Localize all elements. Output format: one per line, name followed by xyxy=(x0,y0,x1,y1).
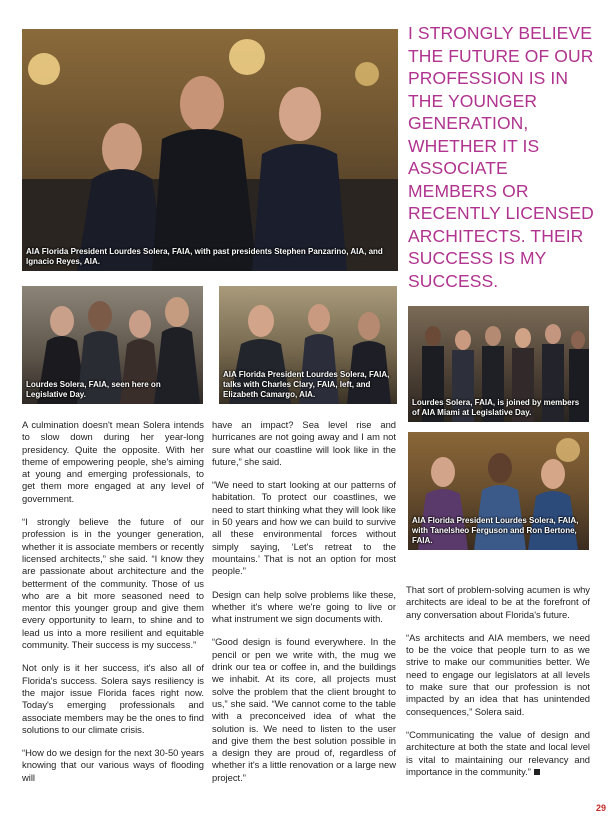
photo-aia-miami-caption: Lourdes Solera, FAIA, is joined by members of AIA Miami at Legislative Day. xyxy=(412,398,580,417)
pull-quote: I STRONGLY BELIEVE THE FUTURE OF OUR PROFESSION IS IN THE YOUNGER GENERATION, WHETHER IT IS ASSOCIATE MEMBERS OR RECENTLY LICENSED ARCHITECTS. THEIR SUCCESS IS MY SUCCESS. xyxy=(408,23,594,291)
page-number: 29 xyxy=(595,803,606,813)
article-column-3 xyxy=(406,584,590,789)
photo-legislative-day-caption: Lourdes Solera, FAIA, seen here on Legislative Day. xyxy=(26,380,161,399)
col2-paragraph: “Good design is found everywhere. In the pencil or pen we write with, the mug we drink our tea or coffee in, and the buildings we inhabit. At its core, all projects must solve the problem that the client brought to us,” she said. “We cannot come to the table with a preconceived idea of what the solution is. We need to listen to the user and give them the best solution possible in a design they are proud of, regardless of whether it's a little renovation or a large new project.” xyxy=(212,636,396,783)
photo-conversation xyxy=(219,286,397,404)
col2-paragraph: “We need to start looking at our patterns of habitation. To protect our coastlines, we need to start thinking what they will look like in 50 years and how we can build to survive all these environmental forces without simply saying, ‘Let's retreat to the mountains.’ That is not an option for most people.” xyxy=(212,479,396,577)
article-column-2 xyxy=(212,419,396,795)
photo-conversation-caption: AIA Florida President Lourdes Solera, FAIA, talks with Charles Clary, FAIA, left, and Elizabeth Camargo, AIA. xyxy=(223,370,390,399)
photo-legislative-day xyxy=(22,286,203,404)
main-photo xyxy=(22,29,398,271)
col2-paragraph: Design can help solve problems like these, whether it's where we're going to live or what instrument we sign documents with. xyxy=(212,588,396,625)
col3-paragraph: That sort of problem-solving acumen is why architects are ideal to be at the forefront of any conversation about Florida's future. xyxy=(406,584,590,620)
photo-ferguson-bertone xyxy=(408,432,589,550)
col3-paragraph-last xyxy=(406,729,590,778)
end-mark-icon xyxy=(534,769,540,775)
col2-paragraph: have an impact? Sea level rise and hurricanes are not going away and I am not sure what our coastline will look like in the future,” she said. xyxy=(212,419,396,467)
photo-aia-miami xyxy=(408,306,589,422)
col1-paragraph: “How do we design for the next 30-50 years knowing that our various ways of flooding will xyxy=(22,747,204,783)
col1-paragraph: Not only is it her success, it's also all of Florida's success. Solera says resiliency is the major issue Florida faces right now. Today's emerging professionals and associate members may be the ones to find solutions to our climate crisis. xyxy=(22,662,204,735)
col1-paragraph: A culmination doesn't mean Solera intends to slow down during her year-long presidency. Quite the opposite. With her theme of empowering people, she's aiming at young and emerging professionals, to get them more engaged at any level of government. xyxy=(22,419,204,504)
main-photo-illustration xyxy=(22,29,398,271)
col3-paragraph: “Communicating the value of design and architecture at both the state and local level is vital to maintaining our relevancy and importance in the community.” xyxy=(406,728,590,777)
main-photo-caption: AIA Florida President Lourdes Solera, FAIA, with past presidents Stephen Panzarino, AIA, and Ignacio Reyes, AIA. xyxy=(26,247,383,266)
col3-paragraph: “As architects and AIA members, we need to be the voice that people turn to as we strive to make our communities better. We need to engage our legislators at all levels to make sure that our profession is not impacted by an idea that has unintended consequences,” Solera said. xyxy=(406,631,590,717)
col1-paragraph: “I strongly believe the future of our profession is in the younger generation, whether it is associate members or recently licensed architects,” she said. “I know they are passionate about architecture and the betterment of the community. Those of us who are a bit more seasoned need to mentor this younger group and give them every opportunity to learn, to shine and to lead us into a more resilient and equitable community. Their success is my success.” xyxy=(22,516,204,651)
article-column-1 xyxy=(22,419,204,795)
photo-ferguson-bertone-caption: AIA Florida President Lourdes Solera, FAIA, with Tanelsheo Ferguson and Ron Bertone, FAIA. xyxy=(412,516,579,545)
